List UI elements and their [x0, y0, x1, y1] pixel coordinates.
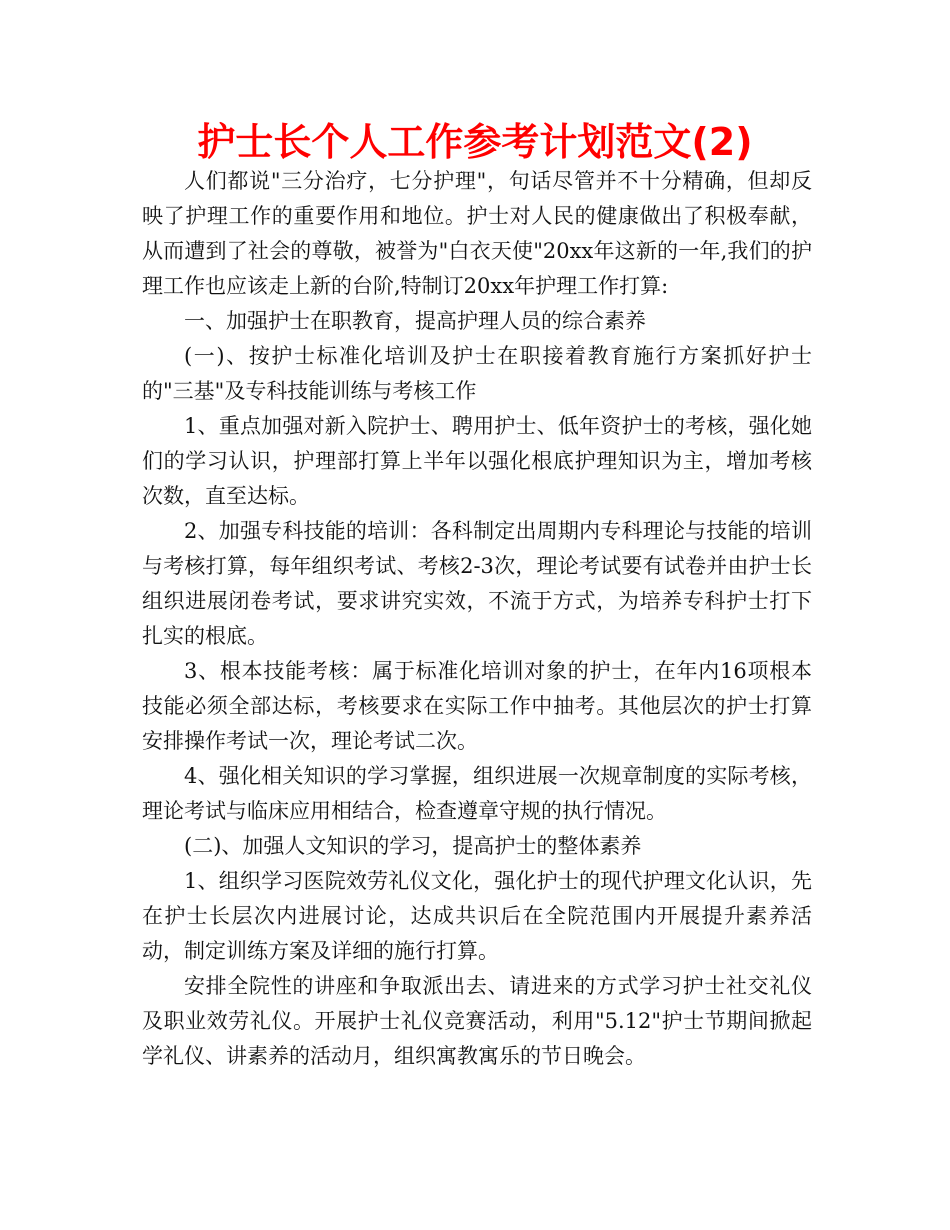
document-body — [142, 164, 812, 1074]
paragraph-item-1: 1、重点加强对新入院护士、聘用护士、低年资护士的考核，强化她们的学习认识，护理部打算上半年以强化根底护理知识为主，增加考核次数，直至达标。 — [142, 414, 812, 508]
paragraph-subsection-1: (一)、按护士标准化培训及护士在职接着教育施行方案抓好护士的"三基"及专科技能训练与考核工作 — [142, 344, 812, 403]
paragraph-sub-item-1: 1、组织学习医院效劳礼仪文化，强化护士的现代护理文化认识，先在护士长层次内进展讨论，达成共识后在全院范围内开展提升素养活动，制定训练方案及详细的施行打算。 — [142, 869, 812, 963]
paragraph-item-2: 2、加强专科技能的培训：各科制定出周期内专科理论与技能的培训与考核打算，每年组织考试、考核2-3次，理论考试要有试卷并由护士长组织进展闭卷考试，要求讲究实效，不流于方式，为培养专科护士打下扎实的根底。 — [142, 519, 812, 648]
paragraph-etiquette: 安排全院性的讲座和争取派出去、请进来的方式学习护士社交礼仪及职业效劳礼仪。开展护士礼仪竞赛活动，利用"5.12"护士节期间掀起学礼仪、讲素养的活动月，组织寓教寓乐的节日晚会。 — [142, 974, 812, 1068]
paragraph-item-4: 4、强化相关知识的学习掌握，组织进展一次规章制度的实际考核，理论考试与临床应用相结合，检查遵章守规的执行情况。 — [142, 764, 812, 823]
paragraph-section-1-heading: 一、加强护士在职教育，提高护理人员的综合素养 — [184, 309, 646, 333]
paragraph-subsection-2: (二)、加强人文知识的学习，提高护士的整体素养 — [184, 834, 642, 858]
paragraph-item-3: 3、根本技能考核：属于标准化培训对象的护士，在年内16项根本技能必须全部达标，考核要求在实际工作中抽考。其他层次的护士打算安排操作考试一次，理论考试二次。 — [142, 659, 812, 753]
document-title: 护士长个人工作参考计划范文(2) — [197, 120, 753, 164]
paragraph-intro: 人们都说"三分治疗，七分护理"，句话尽管并不十分精确，但却反映了护理工作的重要作用和地位。护士对人民的健康做出了积极奉献，从而遭到了社会的尊敬，被誉为"白衣天使"20xx年这新的一年,我们的护理工作也应该走上新的台阶,特制订20xx年护理工作打算: — [142, 169, 812, 298]
